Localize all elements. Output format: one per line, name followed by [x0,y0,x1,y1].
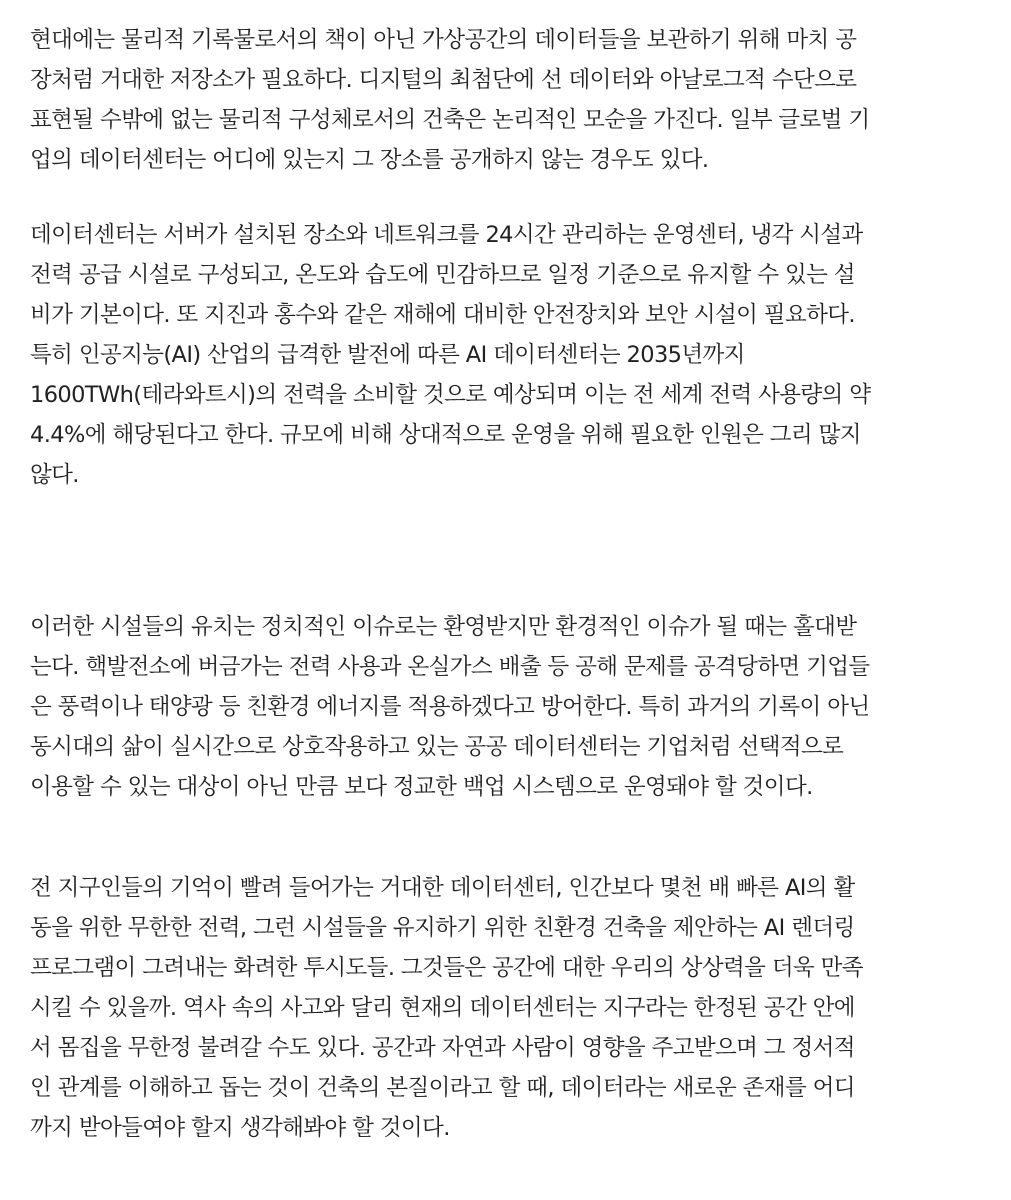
paragraph-line: 표현될 수밖에 없는 물리적 구성체로서의 건축은 논리적인 모순을 가진다. 일부 글로벌 기 [30,107,870,133]
paragraph-line: 동시대의 삶이 실시간으로 상호작용하고 있는 공공 데이터센터는 기업처럼 선택적으로 [30,734,844,760]
paragraph-line: 시킬 수 있을까. 역사 속의 사고와 달리 현재의 데이터센터는 지구라는 한정된 공간 안에 [30,995,855,1021]
paragraph-line: 전력 공급 시설로 구성되고, 온도와 습도에 민감하므로 일정 기준으로 유지할 수 있는 설 [30,262,855,288]
paragraph-2 [30,215,1005,495]
paragraph-line: 데이터센터는 서버가 설치된 장소와 네트워크를 24시간 관리하는 운영센터, 냉각 시설과 [30,222,863,248]
paragraph-line: 인 관계를 이해하고 돕는 것이 건축의 본질이라고 할 때, 데이터라는 새로운 존재를 어디 [30,1075,855,1101]
paragraph-line: 는다. 핵발전소에 버금가는 전력 사용과 온실가스 배출 등 공해 문제를 공격당하면 기업들 [30,654,870,680]
paragraph-4 [30,868,1005,1148]
paragraph-line: 비가 기본이다. 또 지진과 홍수와 같은 재해에 대비한 안전장치와 보안 시설이 필요하다. [30,302,855,328]
paragraph-line: 않다. [30,462,79,488]
paragraph-line: 4.4%에 해당된다고 한다. 규모에 비해 상대적으로 운영을 위해 필요한 인원은 그리 많지 [30,422,861,448]
paragraph-3 [30,607,1005,807]
paragraph-line: 특히 인공지능(AI) 산업의 급격한 발전에 따른 AI 데이터센터는 2035년까지 [30,342,745,368]
paragraph-line: 업의 데이터센터는 어디에 있는지 그 장소를 공개하지 않는 경우도 있다. [30,147,709,173]
paragraph-line: 은 풍력이나 태양광 등 친환경 에너지를 적용하겠다고 방어한다. 특히 과거의 기록이 아닌 [30,694,870,720]
paragraph-line: 동을 위한 무한한 전력, 그런 시설들을 유지하기 위한 친환경 건축을 제안하는 AI 렌더링 [30,915,855,941]
paragraph-line: 이러한 시설들의 유치는 정치적인 이슈로는 환영받지만 환경적인 이슈가 될 때는 홀대받 [30,614,857,640]
paragraph-line: 1600TWh(테라와트시)의 전력을 소비할 것으로 예상되며 이는 전 세계 전력 사용량의 약 [30,382,871,408]
paragraph-line: 현대에는 물리적 기록물로서의 책이 아닌 가상공간의 데이터들을 보관하기 위해 마치 공 [30,27,857,53]
paragraph-line: 프로그램이 그려내는 화려한 투시도들. 그것들은 공간에 대한 우리의 상상력을 더욱 만족 [30,955,863,981]
paragraph-line: 이용할 수 있는 대상이 아닌 만큼 보다 정교한 백업 시스템으로 운영돼야 할 것이다. [30,774,813,800]
paragraph-line: 장처럼 거대한 저장소가 필요하다. 디지털의 최첨단에 선 데이터와 아날로그적 수단으로 [30,67,857,93]
paragraph-line: 까지 받아들여야 할지 생각해봐야 할 것이다. [30,1115,450,1141]
paragraph-line: 전 지구인들의 기억이 빨려 들어가는 거대한 데이터센터, 인간보다 몇천 배 빠른 AI의 활 [30,875,855,901]
paragraph-1 [30,20,1005,180]
paragraph-line: 서 몸집을 무한정 불려갈 수도 있다. 공간과 자연과 사람이 영향을 주고받으며 그 정서적 [30,1035,855,1061]
